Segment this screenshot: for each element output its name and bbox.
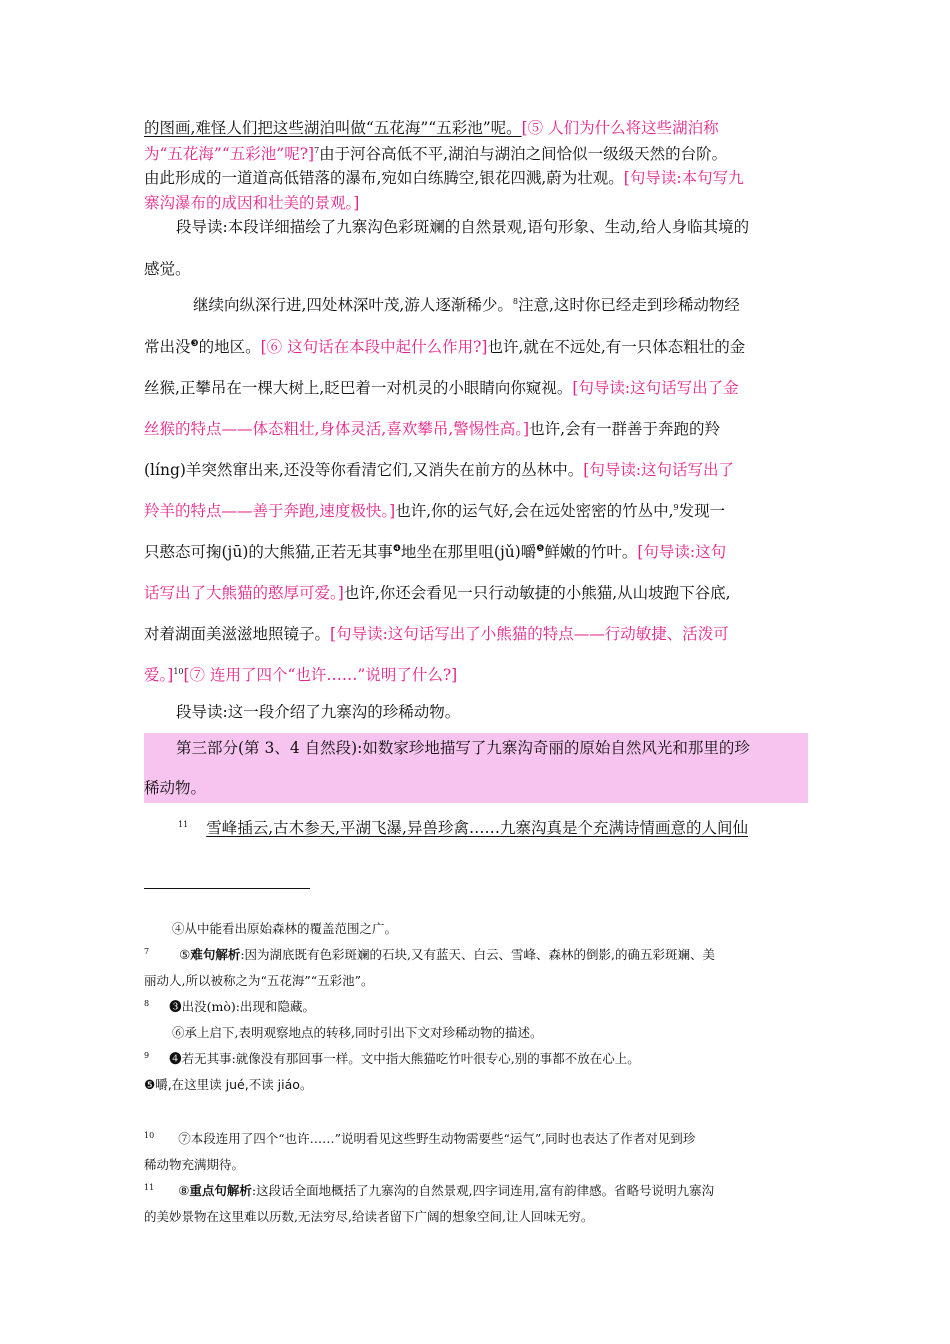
section-summary-line-1: 第三部分(第 3、4 自然段):如数家珍地描写了九寨沟奇丽的原始自然风光和那里的珍 (176, 739, 750, 757)
footnote-ref-7: 7 (314, 145, 320, 155)
body-text: 由此形成的一道道高低错落的瀑布,宛如白练腾空,银花四溅,蔚为壮观。 (144, 169, 624, 187)
footnote-text: :这段话全面地概括了九寨沟的自然景观,四字词连用,富有韵律感。省略号说明九寨沟 (251, 1183, 715, 1198)
annotation-question-6: [⑥ 这句话在本段中起什么作用?] (260, 338, 488, 356)
body-text: 只憨态可掬(jū)的大熊猫,正若无其事 (144, 543, 393, 561)
footnote-number: 8 (144, 998, 150, 1008)
body-text: 鲜嫩的竹叶。 (544, 543, 638, 561)
footnote-ref-9: 9 (673, 502, 679, 512)
bold-label: 重点句解析 (189, 1183, 252, 1198)
footnote-10-cont: 稀动物充满期待。 (144, 1157, 245, 1172)
footnote-ref-11: 11 (178, 819, 189, 829)
footnote-11-cont: 的美妙景物在这里难以历数,无法穷尽,给读者留下广阔的想象空间,让人回味无穷。 (144, 1209, 594, 1224)
footnote-5: ❺嚼,在这里读 jué,不读 jiáo。 (144, 1077, 313, 1092)
body-text: 由于河谷高低不平,湖泊与湖泊之间恰似一级级天然的台阶。 (319, 145, 728, 163)
text-line-12 (144, 501, 725, 521)
annotation-sentence-guide: [句导读:这句话写出了小熊猫的特点——行动敏捷、活泼可 (330, 625, 729, 643)
annotation-sentence-guide: 爱。] (144, 666, 174, 684)
footnote-text: :因为湖底既有色彩斑斓的石块,又有蓝天、白云、雪峰、森林的倒影,的确五彩斑斓、美 (240, 947, 715, 962)
footnote-number: 9 (144, 1050, 150, 1060)
annotation-sentence-guide: [句导读:这句话写出了 (583, 461, 735, 479)
circled-number: ⑤ (179, 947, 191, 962)
footnote-text: ❸出没(mò):出现和隐藏。 (169, 999, 315, 1014)
footnote-9 (144, 1051, 640, 1067)
body-text: 也许,会有一群善于奔跑的羚 (529, 420, 721, 438)
text-line-7 (193, 295, 740, 315)
footnote-7-cont: 丽动人,所以被称之为“五花海”“五彩池”。 (144, 973, 374, 988)
footnote-7 (144, 947, 715, 963)
footnote-separator (144, 888, 310, 889)
note-mark-5: ❺ (536, 543, 545, 554)
body-text: 也许,你还会看见一只行动敏捷的小熊猫,从山坡跑下谷底, (343, 584, 731, 602)
annotation-sentence-guide: [句导读:本句写九 (623, 169, 744, 187)
text-line-2 (144, 144, 727, 164)
body-text: 丝猴,正攀吊在一棵大树上,眨巴着一对机灵的小眼睛向你窥视。 (144, 379, 573, 397)
text-line-16 (144, 665, 457, 685)
text-line-4: 寨沟瀑布的成因和壮美的景观。] (144, 194, 360, 212)
body-text: 地坐在那里咀(jǔ)嚼 (400, 543, 537, 561)
text-line-1 (144, 118, 719, 138)
text-line-15 (144, 624, 729, 644)
body-text: 对着湖面美滋滋地照镜子。 (144, 625, 331, 643)
underlined-key-sentence: 雪峰插云,古木参天,平湖飞瀑,异兽珍禽……九寨沟真是个充满诗情画意的人间仙 (206, 819, 748, 837)
footnote-6: ⑥承上启下,表明观察地点的转移,同时引出下文对珍稀动物的描述。 (172, 1025, 543, 1040)
body-text: 也许,你的运气好,会在远处密密的竹丛中, (395, 502, 674, 520)
body-text: 也许,就在不远处,有一只体态粗壮的金 (487, 338, 746, 356)
body-text: (líng)羊突然窜出来,还没等你看清它们,又消失在前方的丛林中。 (144, 461, 584, 479)
body-text: 常出没 (144, 338, 191, 356)
text-line-13 (144, 542, 726, 562)
footnote-text: ⑦本段连用了四个“也许……”说明看见这些野生动物需要些“运气”,同时也表达了作者对见到珍 (178, 1131, 696, 1146)
text-line-10 (144, 419, 720, 439)
footnote-10 (144, 1131, 695, 1147)
footnote-number: 10 (144, 1130, 155, 1140)
text-line-6: 感觉。 (144, 260, 191, 278)
footnote-8 (144, 999, 315, 1015)
footnote-ref-8: 8 (512, 296, 518, 306)
annotation-question-5-end: 为“五花海”“五彩池”呢?] (144, 145, 315, 163)
section-summary-line-2: 稀动物。 (144, 779, 207, 797)
text-line-20 (178, 818, 748, 838)
text-line-8 (144, 337, 745, 357)
underlined-text: 的图画,难怪人们把这些湖泊叫做“五花海”“五彩池”呢。 (144, 119, 522, 137)
paragraph-guide-2: 段导读:这一段介绍了九寨沟的珍稀动物。 (176, 703, 461, 721)
annotation-question-7: [⑦ 连用了四个“也许……”说明了什么?] (183, 666, 458, 684)
footnote-4: ④从中能看出原始森林的覆盖范围之广。 (172, 921, 398, 936)
annotation-sentence-guide: [句导读:这句 (637, 543, 727, 561)
annotation-sentence-guide: 话写出了大熊猫的憨厚可爱。] (144, 584, 344, 602)
body-text: 注意,这时你已经走到珍稀动物经 (517, 296, 740, 314)
annotation-sentence-guide: 羚羊的特点——善于奔跑,速度极快。] (144, 502, 396, 520)
note-mark-3: ❸ (190, 338, 199, 349)
body-text: 的地区。 (198, 338, 261, 356)
text-line-11 (144, 460, 734, 480)
text-line-9 (144, 378, 739, 398)
footnote-number: 11 (144, 1182, 155, 1192)
text-line-14 (144, 583, 731, 603)
body-text: 继续向纵深行进,四处林深叶茂,游人逐渐稀少。 (193, 296, 513, 314)
circled-number: ⑧ (178, 1183, 190, 1198)
paragraph-guide-1: 段导读:本段详细描绘了九寨沟色彩斑斓的自然景观,语句形象、生动,给人身临其境的 (176, 218, 750, 236)
annotation-sentence-guide: [句导读:这句话写出了金 (572, 379, 739, 397)
annotation-sentence-guide: 丝猴的特点——体态粗壮,身体灵活,喜欢攀吊,警惕性高。] (144, 420, 530, 438)
footnote-11 (144, 1183, 714, 1199)
footnote-ref-10: 10 (173, 666, 184, 676)
bold-label: 难句解析 (190, 947, 241, 962)
footnote-number: 7 (144, 946, 150, 956)
text-line-3 (144, 168, 744, 188)
body-text: 发现一 (678, 502, 726, 520)
annotation-question-5: [⑤ 人们为什么将这些湖泊称 (521, 119, 719, 137)
footnote-text: ❹若无其事:就像没有那回事一样。文中指大熊猫吃竹叶很专心,别的事都不放在心上。 (169, 1051, 640, 1066)
note-mark-4: ❹ (392, 543, 401, 554)
